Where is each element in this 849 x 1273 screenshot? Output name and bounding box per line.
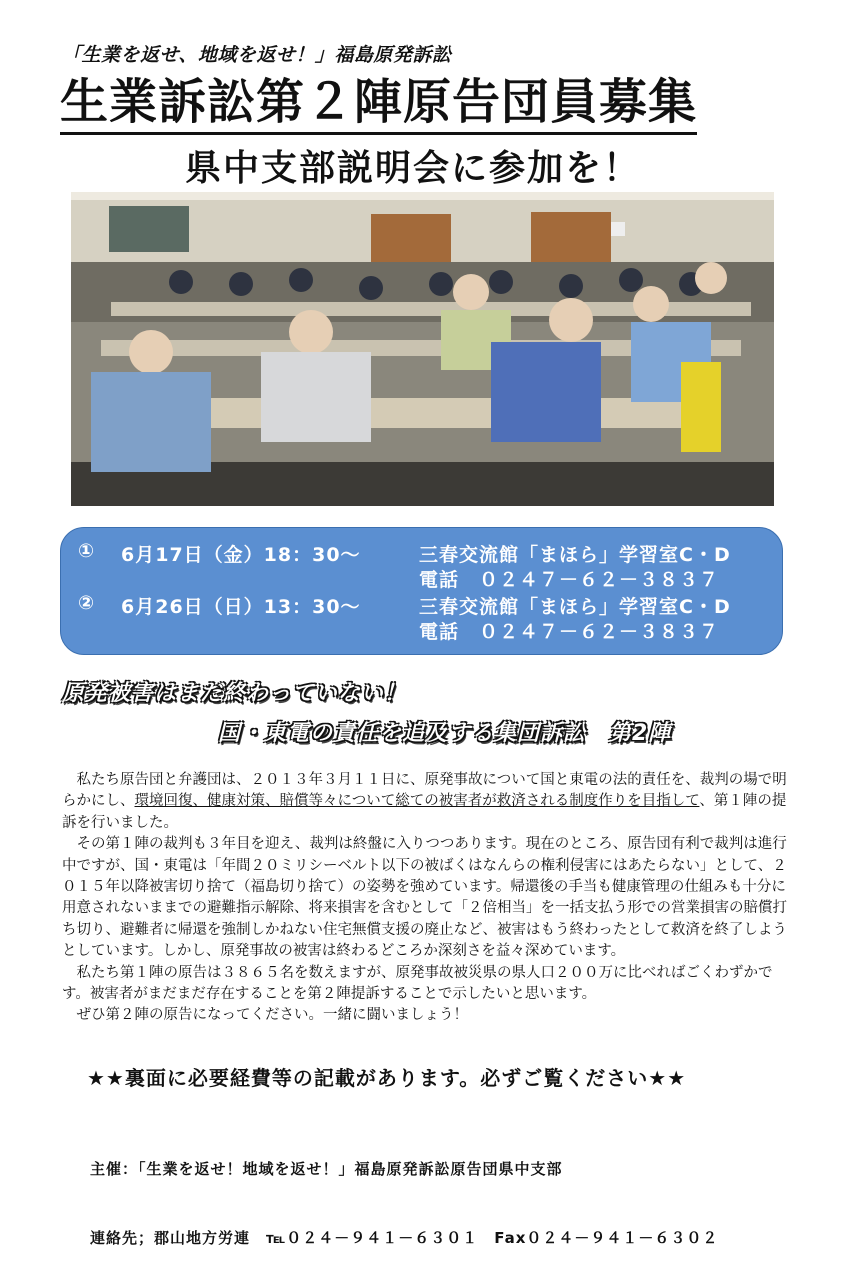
- schedule-2-datetime: 6月26日（日）13：30～: [121, 596, 361, 618]
- schedule-2-phone: 電話 ０２４７－６２－３８３７: [419, 621, 720, 643]
- page-title: 生業訴訟第２陣原告団員募集: [60, 72, 697, 135]
- paragraph-1-a: 私たち原告団と弁護団は、２０１３年３月１１日に、原発事故について国と東電の法的責任を、裁判の場で明らかにし、: [62, 772, 787, 810]
- paragraph-1: [62, 770, 800, 834]
- schedule-box: [60, 527, 783, 655]
- paragraph-4: ぜひ第２陣の原告になってください。一緒に闘いましょう！: [76, 1007, 468, 1024]
- schedule-1-num: ①: [78, 540, 96, 562]
- meeting-photo: [71, 192, 774, 506]
- paragraph-1-underlined: 環境回復、健康対策、賠償等々について総ての被害者が救済される制度作りを目指して: [134, 793, 700, 810]
- notice: ★★裏面に必要経費等の記載があります。必ずご覧ください★★: [87, 1066, 687, 1090]
- schedule-1-venue: 三春交流館「まほら」学習室C・D: [419, 544, 731, 566]
- contact: 連絡先；郡山地方労連 ℡０２４－９４１－６３０１ Fax０２４－９４１－６３０２: [90, 1229, 719, 1247]
- top-slogan: 「生業を返せ、地域を返せ！」福島原発訴訟: [62, 44, 452, 66]
- paragraph-3: 私たち第１陣の原告は３８６５名を数えますが、原発事故被災県の県人口２００万に比べればごくわずかです。被害者がまだまだ存在することを第２陣提訴することで示したいと思います。: [62, 964, 773, 1003]
- paragraph-1-b: 、第１陣の提訴を行いました。: [62, 793, 787, 831]
- organizer: 主催：「生業を返せ！地域を返せ！」福島原発訴訟原告団県中支部: [90, 1160, 563, 1178]
- ribbon-line-2: 国・東電の責任を追及する集団訴訟 第2陣: [218, 721, 672, 746]
- paragraph-2: その第１陣の裁判も３年目を迎え、裁判は終盤に入りつつあります。現在のところ、原告団有利で裁判は進行中ですが、国・東電は「年間２０ミリシーベルト以下の被ばくはなんらの権利侵害にはあたらない」として、２０１５年以降被害切り捨て（福島切り捨て）の姿勢を強めています。帰還後の手当も健康管理の仕組みも十分に用意されないままでの避難指示解除、将来損害を含むとして「２倍相当」を一括支払う形での営業損害の賠償打ち切り、避難者に帰還を強制しかねない住宅無償支援の廃止など、被害はもう終わったとして救済を終了しようとしています。しかし、原発事故の被害は終わるどころか深刻さを益々深めています。: [62, 836, 787, 960]
- schedule-2-num: ②: [78, 592, 96, 614]
- schedule-1-datetime: 6月17日（金）18：30～: [121, 544, 361, 566]
- schedule-2-venue: 三春交流館「まほら」学習室C・D: [419, 596, 731, 618]
- page-subtitle: 県中支部説明会に参加を！: [185, 148, 642, 189]
- schedule-1-phone: 電話 ０２４７－６２－３８３７: [419, 569, 720, 591]
- body-text: [62, 770, 800, 1027]
- footer: [90, 1112, 718, 1273]
- ribbon-line-1: 原発被害はまだ終わっていない！: [62, 681, 407, 706]
